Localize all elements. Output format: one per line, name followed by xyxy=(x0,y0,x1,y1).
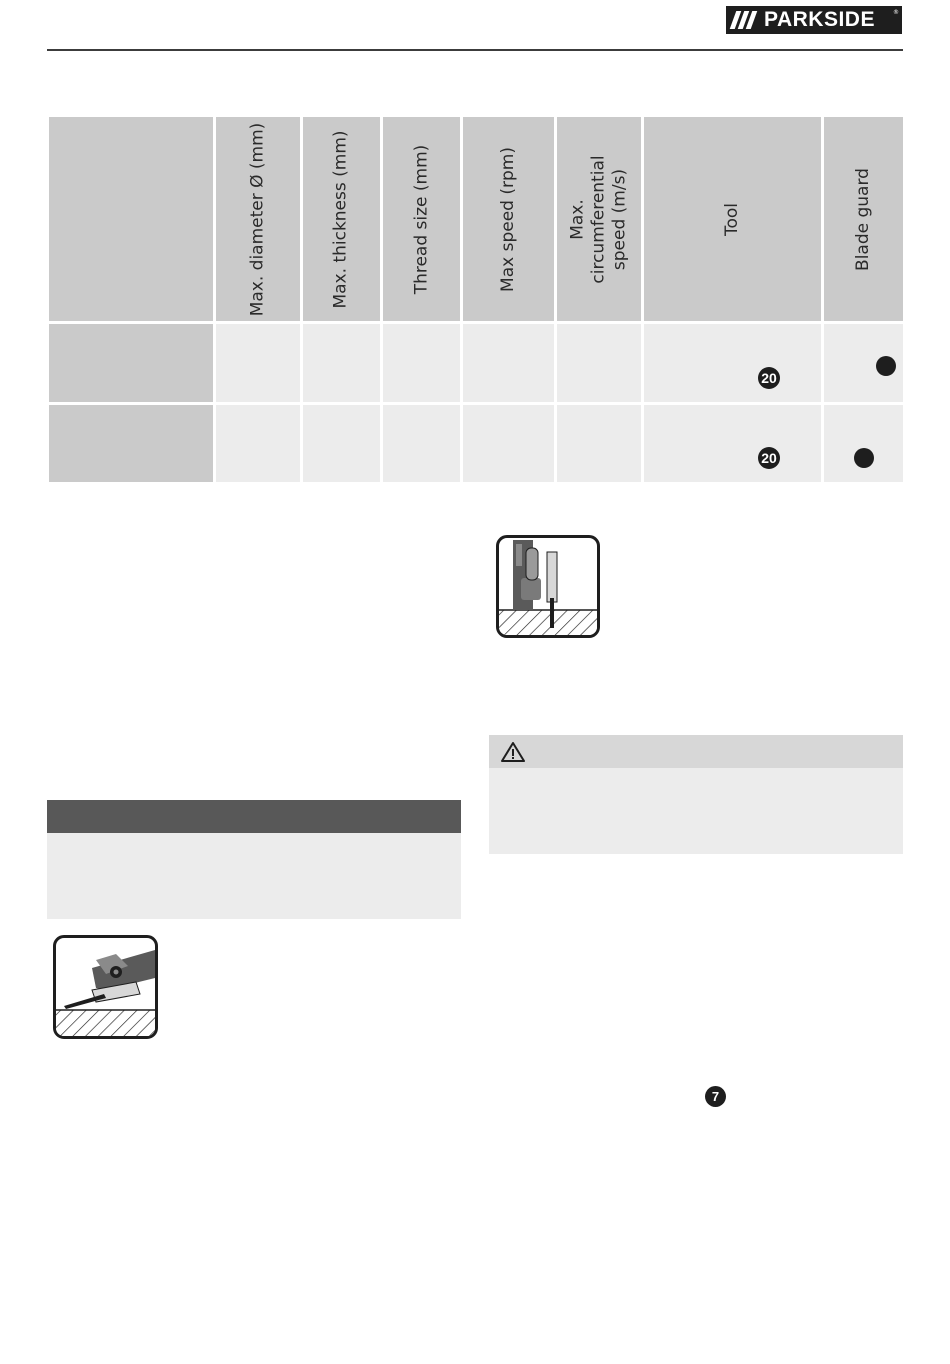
note-box-header xyxy=(47,800,461,833)
logo-stripes-icon xyxy=(726,6,760,34)
table-row-2-blade-guard xyxy=(824,405,903,482)
note-box-body xyxy=(47,833,461,919)
table-cell xyxy=(463,405,554,482)
table-header-circumferential-speed: Max. circumferential speed (m/s) xyxy=(557,117,641,321)
parkside-logo xyxy=(726,6,902,34)
tool-reference-badge: 20 xyxy=(758,367,780,389)
table-header-thread-size: Thread size (mm) xyxy=(383,117,460,321)
table-cell xyxy=(383,405,460,482)
warning-triangle-icon xyxy=(500,741,526,763)
filled-circle-icon xyxy=(876,356,896,376)
table-cell xyxy=(557,405,641,482)
table-header-tool: Tool xyxy=(644,117,821,321)
grinding-at-angle-icon xyxy=(56,938,155,1036)
header-rule xyxy=(47,49,903,51)
table-header-max-diameter: Max. diameter Ø (mm) xyxy=(216,117,300,321)
logo-registered-mark: ® xyxy=(893,9,899,16)
table-cell xyxy=(557,324,641,402)
logo-wordmark: PARKSIDE xyxy=(764,8,875,31)
warning-box-header xyxy=(489,735,903,768)
cutting-pictogram xyxy=(496,535,600,638)
table-row-1-label xyxy=(49,324,213,402)
table-header-max-speed: Max speed (rpm) xyxy=(463,117,554,321)
table-header-empty xyxy=(49,117,213,321)
grinding-pictogram xyxy=(53,935,158,1039)
table-cell xyxy=(216,324,300,402)
warning-box-body xyxy=(489,768,903,854)
cutting-perpendicular-icon xyxy=(499,538,597,635)
table-cell xyxy=(383,324,460,402)
filled-circle-icon xyxy=(854,448,874,468)
table-header-max-thickness: Max. thickness (mm) xyxy=(303,117,380,321)
tool-reference-badge: 20 xyxy=(758,447,780,469)
component-reference-badge: 7 xyxy=(705,1086,726,1107)
table-row-1-tool xyxy=(644,324,821,402)
table-header-blade-guard: Blade guard xyxy=(824,117,903,321)
table-row-2-label xyxy=(49,405,213,482)
table-row-1-blade-guard xyxy=(824,324,903,402)
table-cell xyxy=(303,324,380,402)
table-cell xyxy=(303,405,380,482)
table-cell xyxy=(463,324,554,402)
table-cell xyxy=(216,405,300,482)
table-row-2-tool xyxy=(644,405,821,482)
